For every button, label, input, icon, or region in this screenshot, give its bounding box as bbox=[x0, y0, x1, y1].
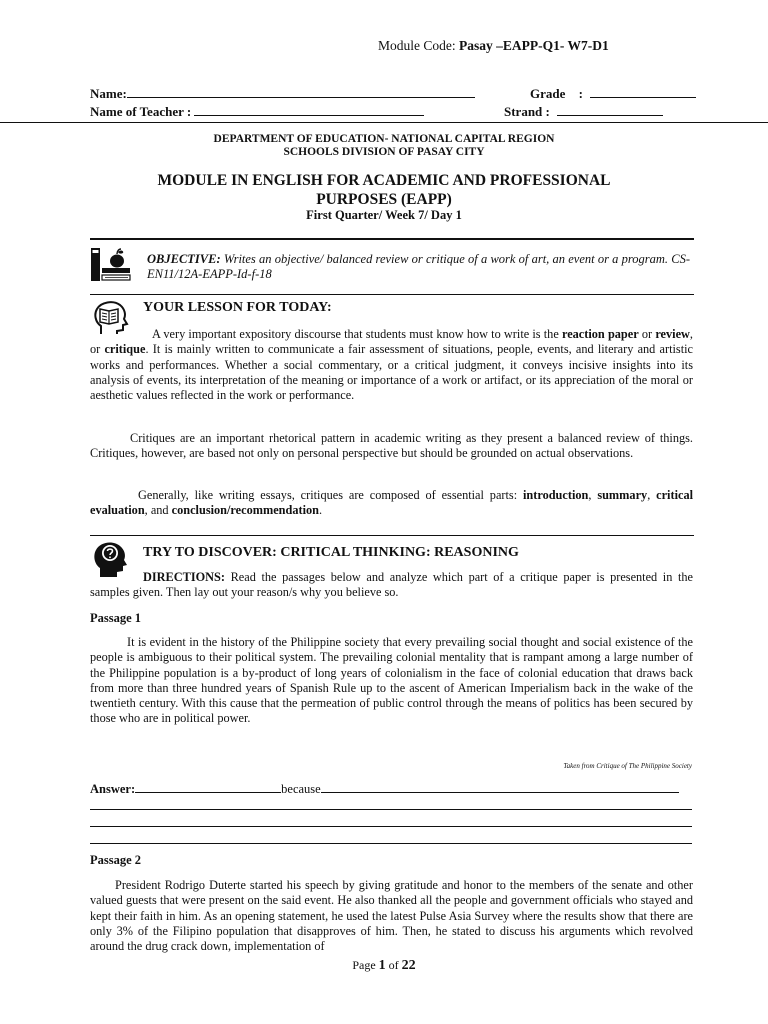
answer-line-2[interactable] bbox=[90, 826, 692, 827]
discover-top-rule bbox=[90, 535, 694, 536]
lesson-p3-text-f: . bbox=[319, 503, 323, 518]
name-field[interactable] bbox=[127, 86, 475, 98]
teacher-field[interactable] bbox=[194, 104, 424, 116]
footer-total-pages: 22 bbox=[401, 958, 416, 973]
grade-field[interactable] bbox=[590, 86, 696, 98]
passage-1-source: Taken from Critique of The Philippine Society bbox=[563, 762, 692, 770]
answer-reason-field[interactable] bbox=[321, 781, 679, 793]
lesson-paragraph-3 bbox=[90, 488, 693, 519]
lesson-p3-bold-critical-evaluation: critical evaluation bbox=[90, 488, 694, 518]
grade-row bbox=[530, 86, 696, 102]
answer-line-3[interactable] bbox=[90, 843, 692, 844]
footer-page-number: 1 bbox=[378, 958, 386, 973]
lesson-p1-text-e: . It is mainly written to communicate a fair assessment of situations, people, events, and literary and artistic works and performances. Whether a social commentary, or a critical judgment, it conveys incisive insights into its analysis of events, its interpretation of the meaning or importance of a work or artifact, or its appreciation of the moral or aesthetic values reflected in the work or performance. bbox=[90, 342, 693, 403]
module-title-line2: PURPOSES (EAPP) bbox=[316, 191, 452, 208]
lesson-p3-text-a: Generally, like writing essays, critiques are composed of essential parts: bbox=[138, 488, 523, 502]
teacher-row bbox=[90, 104, 424, 120]
lesson-p3-bold-introduction: introduction bbox=[522, 488, 589, 502]
lesson-top-rule bbox=[90, 294, 694, 295]
module-code-value: Pasay –EAPP-Q1- W7-D1 bbox=[459, 38, 609, 53]
objective-text bbox=[147, 252, 690, 282]
name-label: Name: bbox=[90, 86, 127, 101]
strand-label: Strand : bbox=[504, 104, 550, 119]
answer-because: because bbox=[281, 782, 321, 796]
grade-colon: : bbox=[578, 86, 583, 101]
lesson-p3-bold-conclusion: conclusion/recommendation bbox=[171, 503, 319, 518]
passage-2-label: Passage 2 bbox=[90, 853, 142, 867]
books-apple-icon bbox=[90, 246, 132, 284]
objective-body: Writes an objective/ balanced review or critique of a work of art, an event or a program. CS-EN11/12A-EAPP-Id-f-18 bbox=[147, 252, 690, 281]
module-subtitle: First Quarter/ Week 7/ Day 1 bbox=[306, 208, 462, 222]
objective-top-rule bbox=[90, 238, 694, 240]
module-code-label: Module Code: bbox=[378, 38, 456, 53]
answer-row bbox=[90, 781, 679, 797]
lesson-p1-bold-critique: critique bbox=[104, 342, 146, 357]
directions-paragraph bbox=[90, 570, 693, 601]
lesson-p3-text-d: , bbox=[647, 488, 657, 502]
strand-field[interactable] bbox=[557, 104, 663, 116]
discover-heading: TRY TO DISCOVER: CRITICAL THINKING: REASONING bbox=[143, 545, 519, 560]
grade-label: Grade bbox=[530, 86, 566, 101]
directions-text: Read the passages below and analyze which part of a critique paper is presented in the samples given. Then lay out your reason/s why you believe so. bbox=[90, 570, 693, 600]
department-line: DEPARTMENT OF EDUCATION- NATIONAL CAPITAL REGION bbox=[213, 133, 555, 145]
passage-1-text: It is evident in the history of the Philippine society that every prevailing social thought and social existence of the people is ambiguous to their political system. The prevailing colonial mentality that is rampant among a large number of the Philippine population is a by-product of long years of colonialism in the face of colonial education that draws back from more than three hundred years of Spanish Rule up to the ascent of American Imperialism back in the wake of the twentieth century. With this cause that the permeation of public control through the means of politics has been secured by those who are in political power. bbox=[90, 635, 693, 726]
lesson-paragraph-1 bbox=[90, 327, 693, 403]
lesson-p3-text-c: , bbox=[588, 488, 598, 502]
answer-part-field[interactable] bbox=[135, 781, 281, 793]
lesson-p1-bold-review: review bbox=[655, 327, 690, 341]
module-title-line1: MODULE IN ENGLISH FOR ACADEMIC AND PROFESSIONAL bbox=[157, 172, 611, 189]
footer-of-label: of bbox=[388, 958, 399, 972]
lesson-p1-text-a: A very important expository discourse that students must know how to write is the bbox=[152, 327, 562, 341]
strand-row bbox=[504, 104, 663, 120]
passage-1-label: Passage 1 bbox=[90, 611, 142, 625]
division-line: SCHOOLS DIVISION OF PASAY CITY bbox=[283, 146, 485, 158]
teacher-label: Name of Teacher : bbox=[90, 104, 192, 119]
page-footer bbox=[0, 958, 768, 974]
name-row bbox=[90, 86, 475, 102]
passage-2-text: President Rodrigo Duterte started his speech by giving gratitude and honor to the members of the senate and other valued guests that were present on the said event. He also thanked all the people and government officials who stayed and kept their faith in him. As an opening statement, he used the latest Pulse Asia Survey where the results show that there are only 3% of the Filipino population that disapproves of him. Then, he stated to discuss his arguments which revolved around the drug crack down, implementation of bbox=[90, 878, 693, 954]
footer-page-label: Page bbox=[352, 958, 376, 972]
module-code bbox=[378, 38, 609, 54]
lesson-p1-text-d: , or bbox=[90, 327, 693, 357]
answer-label: Answer: bbox=[90, 782, 136, 796]
header-rule bbox=[0, 122, 768, 123]
lesson-p1-text-c: or bbox=[638, 327, 656, 341]
lesson-p3-bold-summary: summary bbox=[597, 488, 648, 502]
lesson-heading: YOUR LESSON FOR TODAY: bbox=[143, 300, 332, 315]
objective-label: OBJECTIVE: bbox=[147, 252, 221, 266]
lesson-paragraph-2: Critiques are an important rhetorical pattern in academic writing as they present a balanced review of things. Critiques, however, are based not only on personal perspective but should be grounded on actual observations. bbox=[90, 431, 693, 461]
answer-line-1[interactable] bbox=[90, 809, 692, 810]
lesson-p3-text-e: , and bbox=[144, 503, 172, 518]
lesson-p1-bold-reaction-paper: reaction paper bbox=[561, 327, 639, 341]
directions-label: DIRECTIONS: bbox=[143, 570, 225, 584]
